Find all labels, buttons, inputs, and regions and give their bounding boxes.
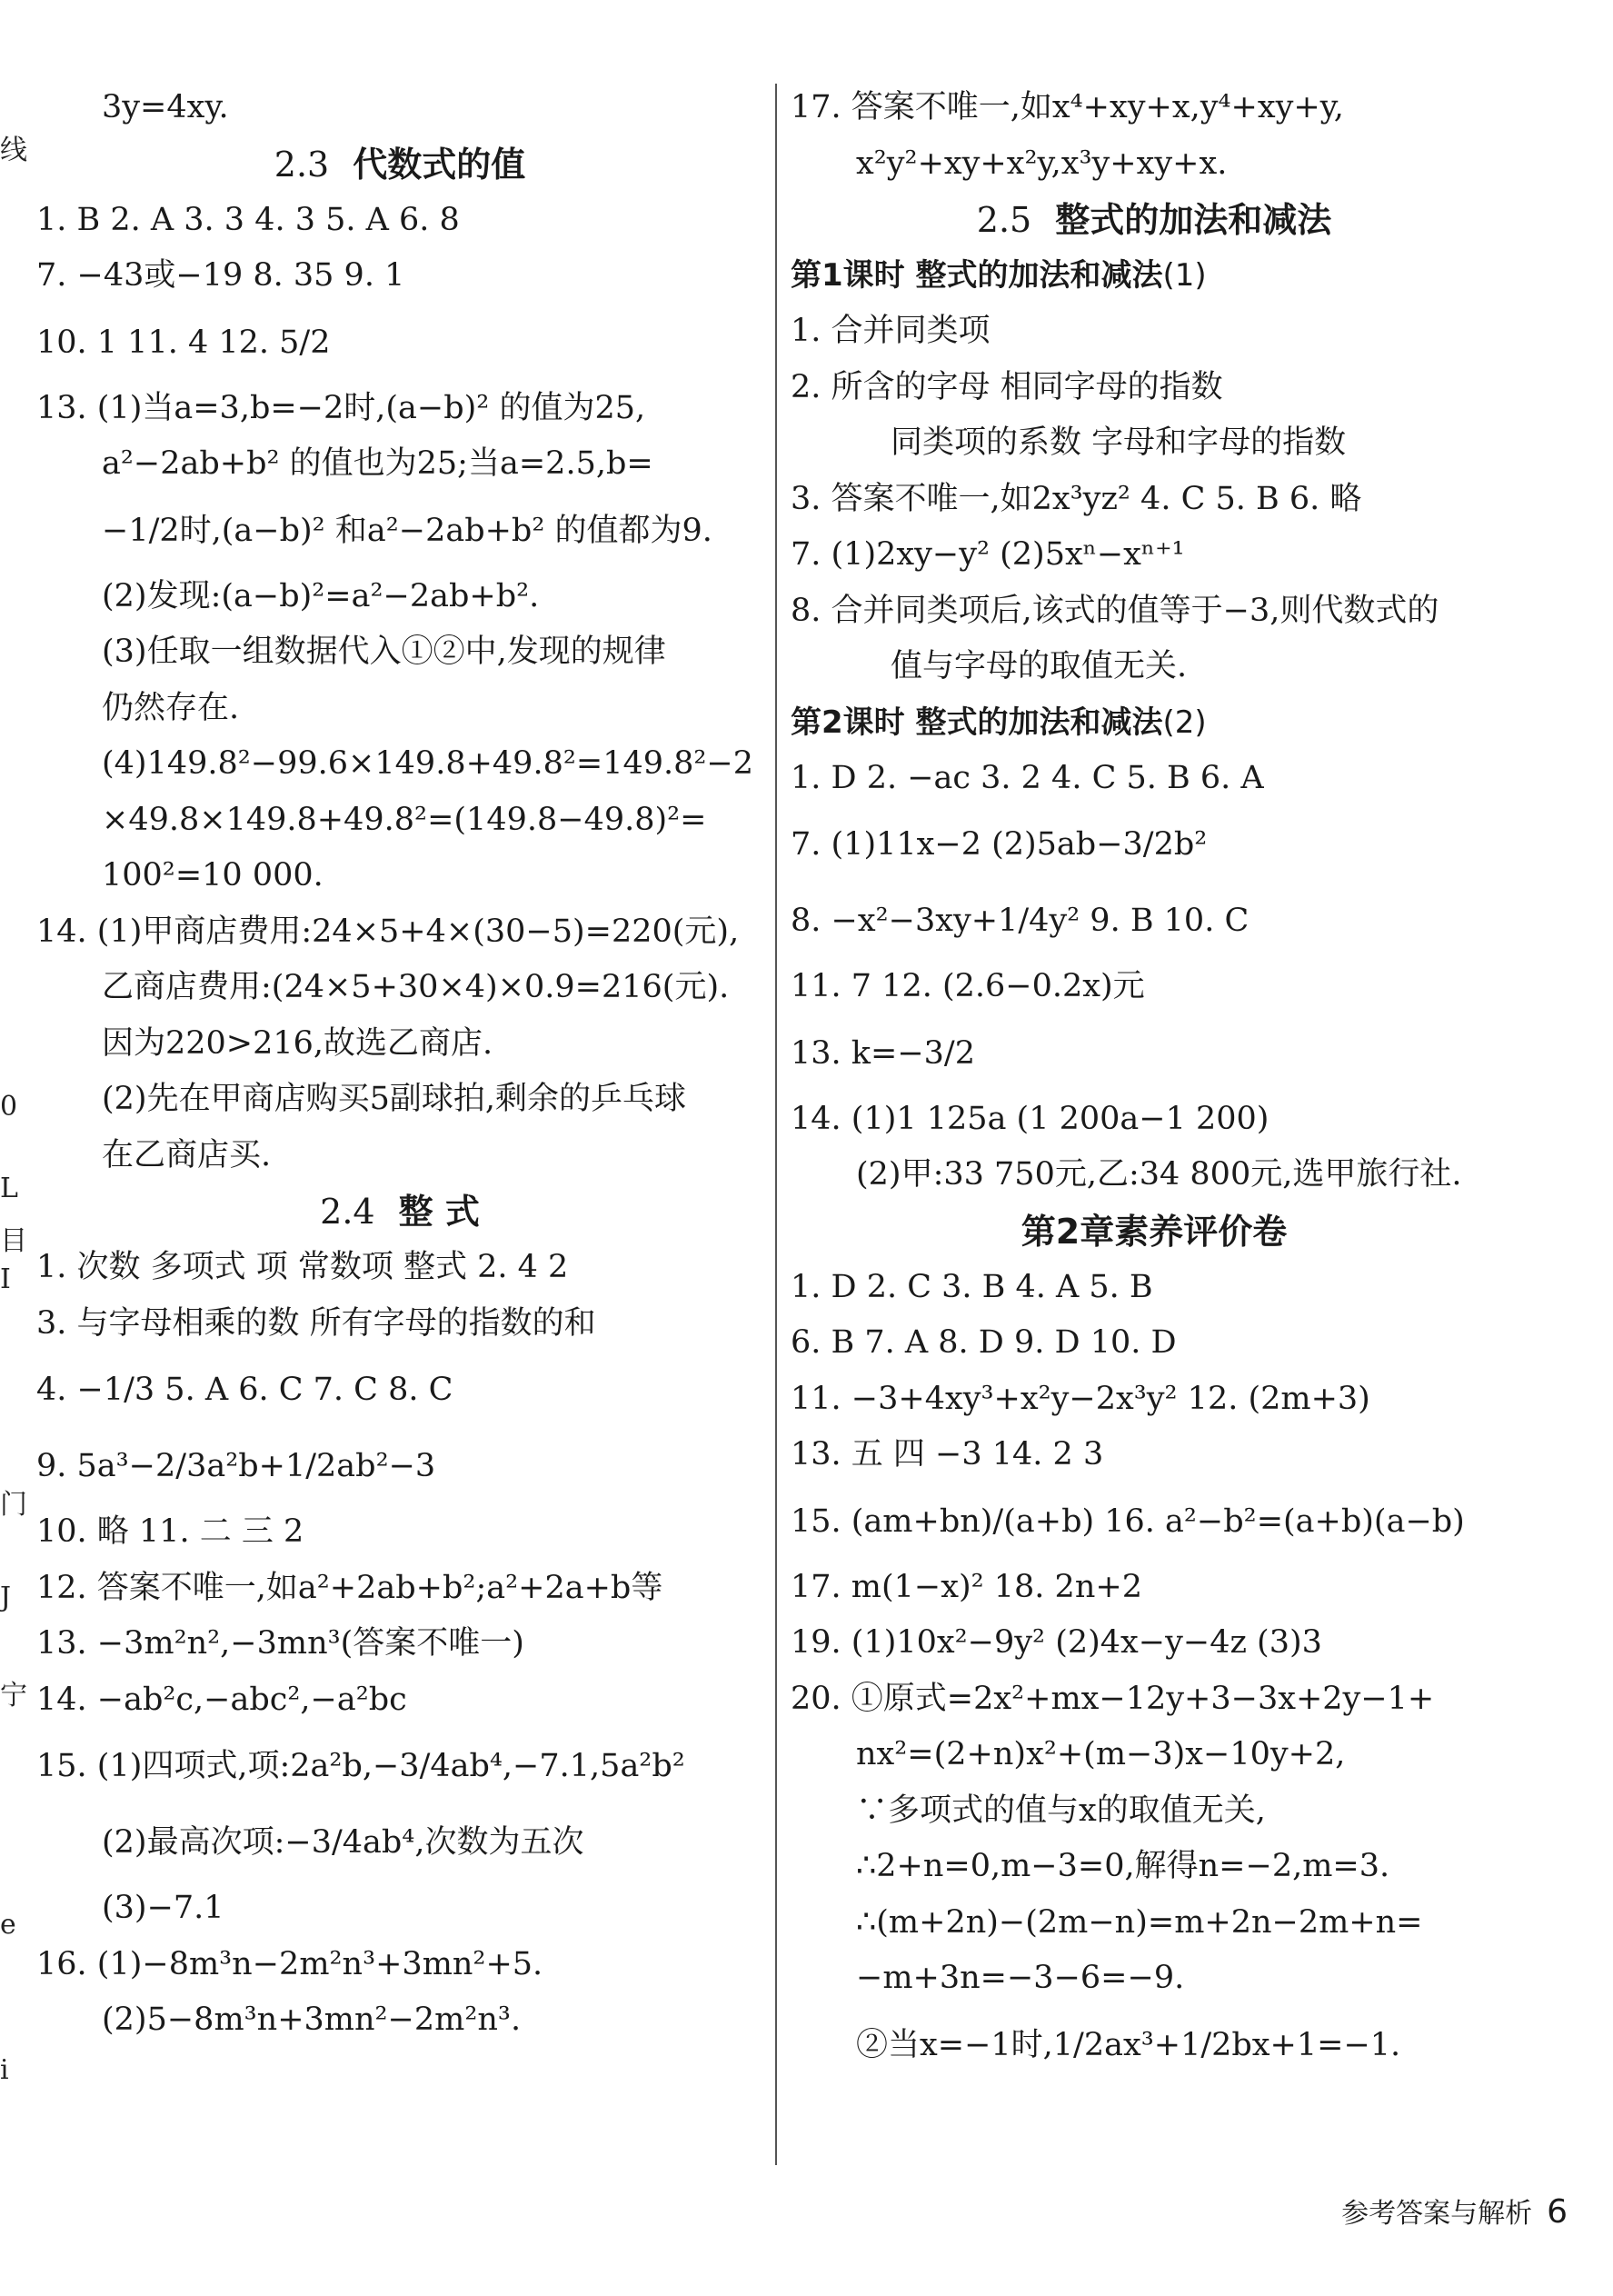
lesson-part: (1) (1162, 257, 1207, 294)
answer-line: 10. 略 11. 二 三 2 (36, 1513, 304, 1550)
answer-line: (2)5−8m³n+3mn²−2m²n³. (102, 2002, 522, 2038)
answer-line: 14. (1)1 125a (1 200a−1 200) (791, 1100, 1269, 1137)
answer-line: 20. ①原式=2x²+mx−12y+3−3x+2y−1+ (791, 1680, 1435, 1717)
answer-line: 1. D 2. C 3. B 4. A 5. B (791, 1268, 1153, 1305)
answer-line: 9. 5a³−2/3a²b+1/2ab²−3 (36, 1448, 436, 1484)
edge-mark: L (0, 1173, 18, 1204)
lesson-part: (2) (1162, 704, 1207, 741)
edge-mark: 宁 (0, 1680, 27, 1712)
lesson-title: 第1课时 整式的加法和减法 (791, 257, 1163, 294)
answer-line: ×49.8×149.8+49.8²=(149.8−49.8)²= (102, 801, 707, 838)
section-title: 代数式的值 (353, 144, 526, 185)
edge-mark: 线 (0, 135, 27, 166)
answer-line: 1. D 2. −ac 3. 2 4. C 5. B 6. A (791, 759, 1264, 796)
answer-line: 3y=4xy. (102, 89, 229, 125)
answer-line: 10. 1 11. 4 12. 5/2 (36, 324, 331, 361)
answer-line: 1. 次数 多项式 项 常数项 整式 2. 4 2 (36, 1249, 569, 1285)
lesson-heading (791, 695, 1518, 751)
answer-line: ②当x=−1时,1/2ax³+1/2bx+1=−1. (856, 2026, 1401, 2063)
edge-mark: 门 (0, 1489, 27, 1521)
answer-line: 100²=10 000. (102, 857, 324, 893)
answer-line: ∵多项式的值与x的取值无关, (856, 1792, 1266, 1829)
footer-label: 参考答案与解析 (1341, 2198, 1533, 2230)
answer-line: 3. 与字母相乘的数 所有字母的指数的和 (36, 1304, 596, 1342)
answer-line: 值与字母的取值无关. (891, 648, 1188, 684)
answer-line: 因为220>216,故选乙商店. (102, 1024, 493, 1062)
edge-mark: J (0, 1582, 12, 1613)
answer-line: −m+3n=−3−6=−9. (856, 1960, 1185, 1996)
edge-mark: 目 (0, 1225, 27, 1257)
answer-line: (2)先在甲商店购买5副球拍,剩余的乒乓球 (102, 1081, 686, 1117)
answer-line: 13. k=−3/2 (791, 1034, 975, 1072)
edge-mark: i (0, 2054, 9, 2086)
answer-line: 17. 答案不唯一,如x⁴+xy+x,y⁴+xy+y, (791, 89, 1344, 125)
answer-line: 仍然存在. (102, 689, 240, 726)
answer-line: nx²=(2+n)x²+(m−3)x−10y+2, (856, 1736, 1346, 1772)
section-heading (36, 1183, 763, 1240)
page-number: 6 (1547, 2193, 1568, 2231)
answer-line: 7. (1)11x−2 (2)5ab−3/2b² (791, 826, 1208, 863)
edge-mark: e (0, 1909, 16, 1941)
answer-line: 1. 合并同类项 (791, 313, 991, 349)
binding-edge (0, 0, 27, 2296)
answer-line: 16. (1)−8m³n−2m²n³+3mn²+5. (36, 1945, 543, 1982)
answer-line: 在乙商店买. (102, 1136, 272, 1173)
section-number: 2.3 (274, 144, 330, 185)
answer-line: 15. (1)四项式,项:2a²b,−3/4ab⁴,−7.1,5a²b² (36, 1748, 685, 1784)
answer-line: a²−2ab+b² 的值也为25;当a=2.5,b= (102, 445, 653, 482)
answer-line: (4)149.8²−99.6×149.8+49.8²=149.8²−2 (102, 745, 754, 782)
section-title: 整式的加法和减法 (1055, 200, 1332, 240)
answer-line: (2)最高次项:−3/4ab⁴,次数为五次 (102, 1824, 584, 1861)
answer-line: 7. −43或−19 8. 35 9. 1 (36, 257, 405, 294)
section-heading (791, 192, 1518, 248)
right-column (791, 80, 1518, 2083)
answer-line: −1/2时,(a−b)² 和a²−2ab+b² 的值都为9. (102, 512, 712, 549)
answer-line: 8. −x²−3xy+1/4y² 9. B 10. C (791, 903, 1250, 939)
answer-line: 11. −3+4xy³+x²y−2x³y² 12. (2m+3) (791, 1380, 1370, 1417)
lesson-heading (791, 248, 1518, 304)
answer-line: 14. −ab²c,−abc²,−a²bc (36, 1681, 407, 1718)
lesson-title: 第2课时 整式的加法和减法 (791, 704, 1163, 741)
answer-line: ∴(m+2n)−(2m−n)=m+2n−2m+n= (856, 1903, 1423, 1941)
answer-line: 13. 五 四 −3 14. 2 3 (791, 1436, 1104, 1472)
answer-line: (3)−7.1 (102, 1890, 224, 1926)
answer-line: 13. (1)当a=3,b=−2时,(a−b)² 的值为25, (36, 389, 646, 426)
answer-line: 2. 所含的字母 相同字母的指数 (791, 368, 1223, 405)
answer-line: 13. −3m²n²,−3mn³(答案不唯一) (36, 1625, 524, 1662)
answer-line: 6. B 7. A 8. D 9. D 10. D (791, 1324, 1177, 1361)
answer-line: 17. m(1−x)² 18. 2n+2 (791, 1568, 1142, 1605)
section-title: 第2章素养评价卷 (1021, 1211, 1288, 1252)
answer-line: 14. (1)甲商店费用:24×5+4×(30−5)=220(元), (36, 913, 740, 950)
answer-line: 8. 合并同类项后,该式的值等于−3,则代数式的 (791, 592, 1439, 629)
answer-line: 同类项的系数 字母和字母的指数 (891, 424, 1347, 461)
section-heading (791, 1203, 1518, 1260)
edge-mark: I (0, 1263, 11, 1295)
answer-line: (2)发现:(a−b)²=a²−2ab+b². (102, 577, 540, 614)
left-column (36, 80, 763, 2049)
section-number: 2.4 (320, 1192, 375, 1232)
section-title: 整 式 (398, 1192, 480, 1232)
edge-mark: 0 (0, 1091, 18, 1123)
answer-line: 乙商店费用:(24×5+30×4)×0.9=216(元). (102, 969, 730, 1005)
answer-line: 3. 答案不唯一,如2x³yz² 4. C 5. B 6. 略 (791, 480, 1362, 517)
answer-line: 4. −1/3 5. A 6. C 7. C 8. C (36, 1372, 453, 1408)
section-heading (36, 136, 763, 193)
answer-line: 15. (am+bn)/(a+b) 16. a²−b²=(a+b)(a−b) (791, 1502, 1465, 1540)
answer-line: ∴2+n=0,m−3=0,解得n=−2,m=3. (856, 1848, 1390, 1884)
answer-line: (2)甲:33 750元,乙:34 800元,选甲旅行社. (856, 1156, 1462, 1193)
answer-line: 7. (1)2xy−y² (2)5xⁿ−xⁿ⁺¹ (791, 536, 1185, 573)
answer-line: x²y²+xy+x²y,x³y+xy+x. (856, 145, 1228, 182)
answer-line: 1. B 2. A 3. 3 4. 3 5. A 6. 8 (36, 201, 460, 238)
section-number: 2.5 (976, 200, 1032, 240)
answer-line: 12. 答案不唯一,如a²+2ab+b²;a²+2a+b等 (36, 1569, 663, 1606)
answer-line: 19. (1)10x²−9y² (2)4x−y−4z (3)3 (791, 1624, 1322, 1661)
column-divider (775, 84, 777, 2165)
answer-line: (3)任取一组数据代入①②中,发现的规律 (102, 634, 666, 670)
page-footer (1341, 2191, 1568, 2231)
answer-line: 11. 7 12. (2.6−0.2x)元 (791, 968, 1145, 1004)
